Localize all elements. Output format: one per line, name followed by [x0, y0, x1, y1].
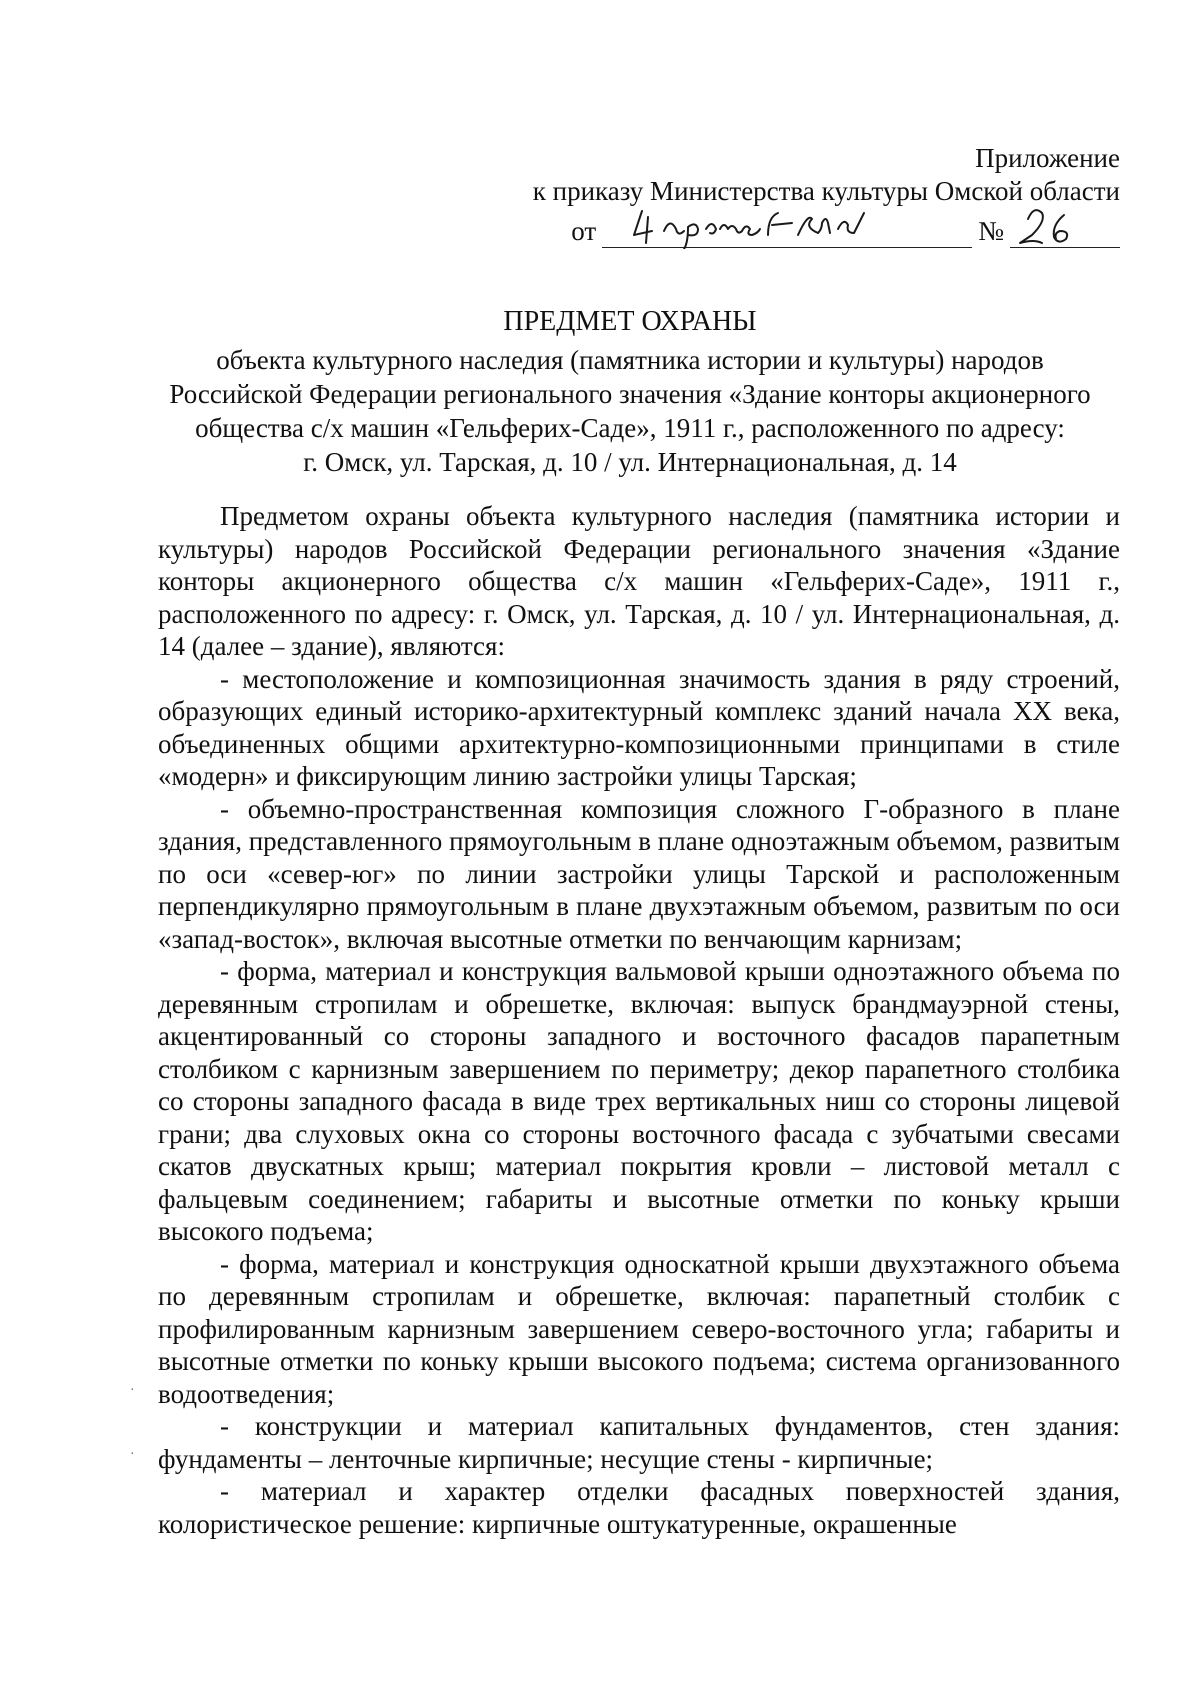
title-line-4: г. Омск, ул. Тарская, д. 10 / ул. Интернациональная, д. 14	[303, 447, 957, 477]
handwritten-number-drawing	[1010, 201, 1120, 249]
handwritten-date	[602, 211, 972, 248]
number-label: №	[978, 216, 1004, 246]
item-location: - местоположение и композиционная значимость здания в ряду строений, образующих единый историко-архитектурный комплекс зданий начала XX века, объединенных общими архитектурно-композиционными принципами в стиле «модерн» и фиксирующим линию застройки улицы Тарская;	[158, 663, 1120, 791]
title-line-2: Российской Федерации регионального значения «Здание конторы акционерного	[169, 379, 1091, 409]
item-foundations: - конструкции и материал капитальных фундаментов, стен здания: фундаменты – ленточные кирпичные; несущие стены - кирпичные;	[158, 1411, 1120, 1474]
document-title	[140, 305, 1120, 479]
item-hip-roof: - форма, материал и конструкция вальмовой крыши одноэтажного объема по деревянным стропилам и обрешетке, включая: выпуск брандмауэрной стены, акцентированный со стороны западного и восточного фасадов парапетным столбиком с карнизным завершением по периметру; декор парапетного столбика со стороны западного фасада в виде трех вертикальных ниш со стороны лицевой грани; два слуховых окна со стороны восточного фасада с зубчатыми свесами скатов двускатных крыш; материал покрытия кровли – листовой металл с фальцевым соединением; габариты и высотные отметки по коньку крыши высокого подъема;	[158, 956, 1120, 1246]
item-facade-finish: - материал и характер отделки фасадных поверхностей здания, колористическое решение: кирпичные оштукатуренные, окрашенные	[158, 1476, 1120, 1539]
handwritten-number	[1010, 211, 1120, 248]
intro-paragraph: Предметом охраны объекта культурного наследия (памятника истории и культуры) народов Российской Федерации регионального значения «Здание конторы акционерного общества с/х машин «Гельферих-Саде», 1911 г., расположенного по адресу: г. Омск, ул. Тарская, д. 10 / ул. Интернациональная, д. 14 (далее – здание), являются:	[158, 501, 1120, 661]
item-shed-roof: - форма, материал и конструкция односкатной крыши двухэтажного объема по деревянным стропилам и обрешетке, включая: парапетный столбик с профилированным карнизным завершением северо-восточного угла; габариты и высотные отметки по коньку крыши высокого подъема; система организованного водоотведения;	[158, 1248, 1120, 1409]
scan-speck: ·	[130, 1447, 135, 1462]
title-line-1: объекта культурного наследия (памятника истории и культуры) народов	[216, 345, 1044, 375]
item-composition: - объемно-пространственная композиция сложного Г-образного в плане здания, представленного прямоугольным в плане одноэтажным объемом, развитым по оси «север-юг» по линии застройки улицы Тарской и расположенным перпендикулярно прямоугольным в плане двухэтажным объемом, развитым по оси «запад-восток», включая высотные отметки по венчающим карнизам;	[158, 793, 1120, 954]
appendix-label: Приложение	[975, 143, 1120, 173]
order-date-line	[400, 208, 1120, 248]
appendix-header	[400, 142, 1120, 248]
order-reference: к приказу Министерства культуры Омской области	[532, 176, 1120, 206]
title-heading: ПРЕДМЕТ ОХРАНЫ	[503, 306, 757, 337]
from-label: от	[571, 216, 597, 246]
title-line-3: общества с/х машин «Гельферих-Саде», 1911 г., расположенного по адресу:	[195, 413, 1065, 443]
scan-speck: ·	[130, 1383, 135, 1398]
handwritten-date-drawing	[602, 201, 972, 249]
document-body	[158, 500, 1120, 1540]
